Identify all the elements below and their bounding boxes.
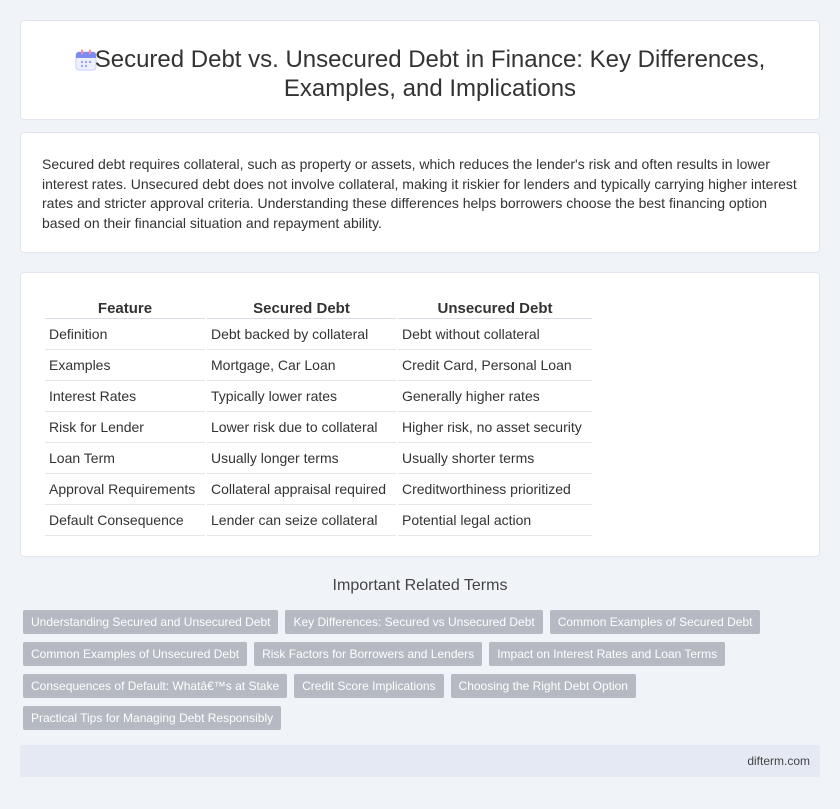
table-cell: Loan Term [45, 443, 205, 474]
header-card [20, 20, 820, 120]
table-cell: Mortgage, Car Loan [207, 350, 396, 381]
column-header-feature: Feature [45, 297, 205, 319]
related-term-tag[interactable]: Impact on Interest Rates and Loan Terms [489, 642, 725, 666]
table-row [45, 381, 592, 412]
related-term-tag[interactable]: Common Examples of Unsecured Debt [23, 642, 247, 666]
related-term-tag[interactable]: Credit Score Implications [294, 674, 443, 698]
table-cell: Potential legal action [398, 505, 592, 536]
table-header-row [45, 297, 592, 319]
table-cell: Debt backed by collateral [207, 319, 396, 350]
table-cell: Creditworthiness prioritized [398, 474, 592, 505]
related-term-tag[interactable]: Key Differences: Secured vs Unsecured Debt [285, 610, 542, 634]
table-cell: Definition [45, 319, 205, 350]
related-terms-heading: Important Related Terms [332, 577, 508, 594]
column-header-unsecured: Unsecured Debt [398, 297, 592, 319]
footer-site-link[interactable]: difterm.com [747, 754, 810, 768]
table-row [45, 412, 592, 443]
comparison-table [43, 297, 594, 536]
related-term-tag[interactable]: Risk Factors for Borrowers and Lenders [254, 642, 482, 666]
page-title: Secured Debt vs. Unsecured Debt in Finance: Key Differences, Examples, and Implications [94, 46, 766, 102]
table-cell: Debt without collateral [398, 319, 592, 350]
related-terms-list [23, 610, 783, 730]
table-row [45, 350, 592, 381]
table-cell: Default Consequence [45, 505, 205, 536]
related-term-tag[interactable]: Understanding Secured and Unsecured Debt [23, 610, 278, 634]
footer-bar [20, 745, 820, 777]
table-row [45, 443, 592, 474]
table-cell: Typically lower rates [207, 381, 396, 412]
related-term-tag[interactable]: Common Examples of Secured Debt [550, 610, 761, 634]
table-cell: Generally higher rates [398, 381, 592, 412]
table-row [45, 319, 592, 350]
table-cell: Risk for Lender [45, 412, 205, 443]
intro-card [20, 132, 820, 253]
comparison-table-card [20, 272, 820, 557]
table-cell: Interest Rates [45, 381, 205, 412]
table-row [45, 505, 592, 536]
table-cell: Higher risk, no asset security [398, 412, 592, 443]
table-cell: Examples [45, 350, 205, 381]
table-cell: Credit Card, Personal Loan [398, 350, 592, 381]
table-cell: Lower risk due to collateral [207, 412, 396, 443]
related-term-tag[interactable]: Practical Tips for Managing Debt Responsibly [23, 706, 281, 730]
related-term-tag[interactable]: Choosing the Right Debt Option [451, 674, 636, 698]
table-cell: Lender can seize collateral [207, 505, 396, 536]
column-header-secured: Secured Debt [207, 297, 396, 319]
table-cell: Usually shorter terms [398, 443, 592, 474]
table-cell: Collateral appraisal required [207, 474, 396, 505]
table-cell: Usually longer terms [207, 443, 396, 474]
intro-paragraph: Secured debt requires collateral, such as property or assets, which reduces the lender's risk and often results in lower interest rates. Unsecured debt does not involve collateral, making it riskier for lenders and typically carrying higher interest rates and stricter approval criteria. Understanding these differences helps borrowers choose the best financing option based on their financial situation and repayment ability. [42, 156, 797, 231]
table-cell: Approval Requirements [45, 474, 205, 505]
related-term-tag[interactable]: Consequences of Default: Whatâ€™s at Stake [23, 674, 287, 698]
table-row [45, 474, 592, 505]
